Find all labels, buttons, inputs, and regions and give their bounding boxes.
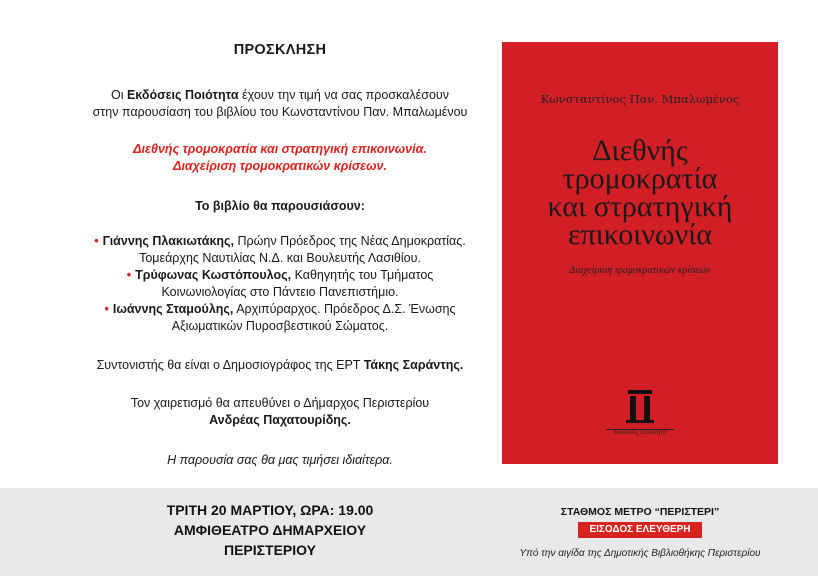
bullet-icon: • — [94, 234, 99, 248]
book-title-text — [20, 141, 540, 175]
bullet-icon: • — [126, 268, 132, 282]
intro-before: Οι — [110, 88, 127, 102]
book-title-line1: Διεθνής τρομοκρατία και στρατηγική επικοινωνία. — [133, 142, 427, 156]
cover-title-line: Διεθνής — [592, 134, 688, 167]
logo-caption: Εκδόσεις Ποιότητα — [613, 428, 667, 436]
cover-title — [502, 134, 778, 251]
cover-title-line: επικοινωνία — [567, 218, 712, 251]
closing-text: Η παρουσία σας θα μας τιμήσει ιδιαίτερα. — [167, 453, 393, 467]
intro-line2: στην παρουσίαση του βιβλίου του Κωνσταντίνου Παν. Μπαλωμένου — [92, 105, 468, 119]
speaker-item — [20, 233, 540, 267]
intro-paragraph — [20, 87, 540, 121]
greeting-text: Τον χαιρετισμό θα απευθύνει ο Δήμαρχος Περιστερίου — [130, 396, 430, 410]
speaker-name: Ιωάννης Σταμούλης, — [112, 302, 234, 316]
book-cover — [502, 42, 778, 464]
coordinator-paragraph — [20, 357, 540, 374]
greeting-paragraph — [20, 395, 540, 429]
cover-title-line: και στρατηγική — [547, 190, 733, 223]
speaker-role: Αρχιπύραρχος. Πρόεδρος Δ.Σ. Ένωσης — [233, 302, 456, 316]
free-entry-badge: ΕΙΣΟΔΟΣ ΕΛΕΥΘΕΡΗ — [578, 522, 702, 538]
publisher-logo-icon — [606, 382, 674, 432]
bullet-icon: • — [104, 302, 109, 316]
book-title-line2: Διαχείριση τρομοκρατικών κρίσεων. — [173, 159, 387, 173]
event-details — [40, 500, 500, 560]
speaker-name: Τρύφωνας Κωστόπουλος, — [135, 268, 292, 282]
speaker-role-cont: Τομεάρχης Ναυτιλίας Ν.Δ. και Βουλευτής Λασιθίου. — [139, 251, 421, 265]
speaker-role-cont: Αξιωματικών Πυροσβεστικού Σώματος. — [171, 319, 389, 333]
aegis-note: Υπό την αιγίδα της Δημοτικής Βιβλιοθήκης Περιστερίου — [519, 548, 761, 559]
coordinator-text: Συντονιστής θα είναι ο Δημοσιογράφος της ΕΡΤ — [96, 358, 364, 372]
metro-station: ΣΤΑΘΜΟΣ ΜΕΤΡΟ “ΠΕΡΙΣΤΕΡΙ” — [560, 506, 720, 518]
event-venue: ΑΜΦΙΘΕΑΤΡΟ ΔΗΜΑΡΧΕΙΟΥ — [173, 522, 367, 538]
cover-subtitle: Διαχείριση τρομοκρατικών κρίσεων — [569, 265, 711, 276]
intro-line1-after: έχουν την τιμή να σας προσκαλέσουν — [238, 88, 449, 102]
speaker-role: Καθηγητής του Τμήματος — [291, 268, 434, 282]
speaker-item — [20, 267, 540, 301]
speaker-role: Πρώην Πρόεδρος της Νέας Δημοκρατίας. — [234, 234, 466, 248]
speakers-list — [20, 233, 540, 335]
cover-author: Κωνσταντίνος Παν. Μπαλωμένος — [540, 92, 740, 106]
coordinator-name: Τάκης Σαράντης. — [363, 358, 464, 372]
footer-bar — [0, 488, 818, 576]
publisher-name: Εκδόσεις Ποιότητα — [126, 88, 239, 102]
invitation-title: ΠΡΟΣΚΛΗΣΗ — [233, 42, 327, 58]
speaker-role-cont: Κοινωνιολογίας στο Πάντειο Πανεπιστήμιο. — [161, 285, 399, 299]
presenters-heading: Το βιβλίο θα παρουσιάσουν: — [195, 199, 365, 213]
event-venue-city: ΠΕΡΙΣΤΕΡΙΟΥ — [223, 542, 317, 558]
cover-title-line: τρομοκρατία — [562, 162, 718, 195]
mayor-name: Ανδρέας Παχατουρίδης. — [209, 413, 351, 427]
speaker-name: Γιάννης Πλακιωτάκης, — [102, 234, 235, 248]
speaker-item — [20, 301, 540, 335]
event-date: ΤΡΙΤΗ 20 ΜΑΡΤΙΟΥ, ΩΡΑ: 19.00 — [166, 502, 374, 518]
